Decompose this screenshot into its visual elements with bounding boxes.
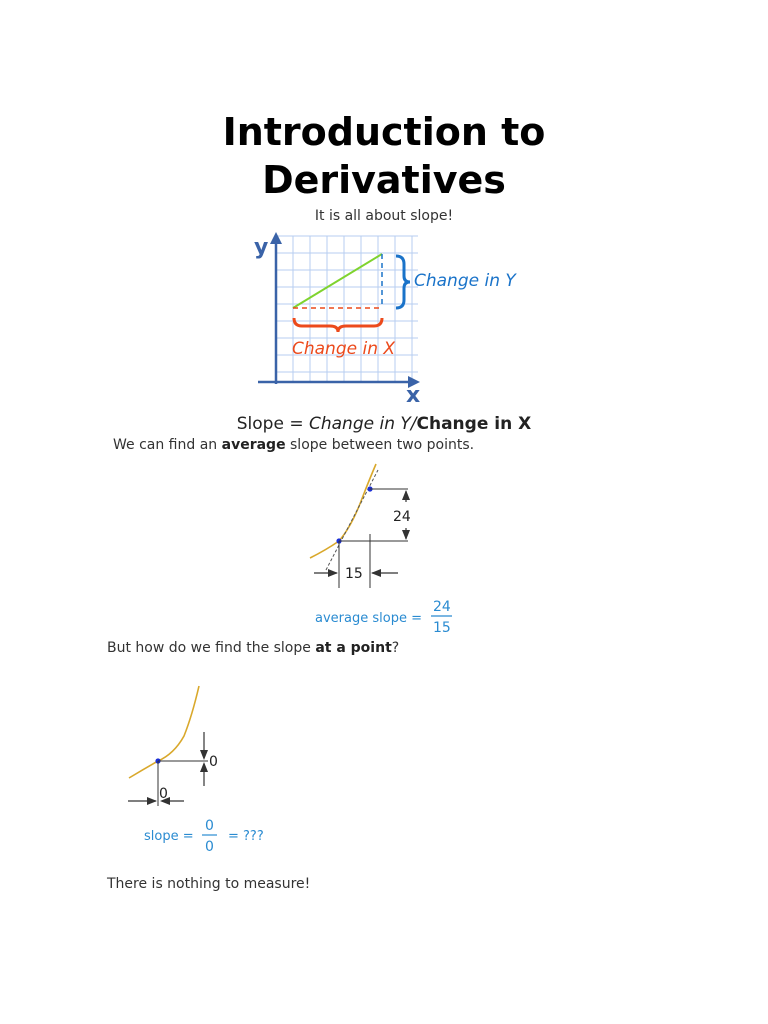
average-slope-diagram (290, 462, 470, 640)
run-label: 15 (345, 566, 363, 582)
point-slope-denominator: 0 (205, 839, 214, 855)
curve (129, 686, 199, 778)
x-axis-label: x (406, 383, 421, 408)
formula-prefix: Slope = (236, 414, 309, 434)
rise-label: 24 (393, 509, 411, 525)
point-text-after: ? (391, 640, 400, 656)
average-slope-numerator: 24 (433, 599, 451, 615)
curve (310, 464, 376, 558)
change-x-brace (294, 318, 382, 332)
subtitle: It is all about slope! (314, 208, 454, 224)
formula-slash: / (410, 414, 417, 434)
slope-line (293, 254, 382, 308)
point-slope-label: slope = (144, 829, 194, 844)
change-y-brace (396, 256, 410, 308)
change-x-label: Change in X (292, 339, 396, 359)
point-text-bold: at a point (315, 640, 392, 656)
title-line-2: Derivatives (262, 158, 506, 202)
run-label: 0 (159, 786, 168, 802)
slope-formula (0, 414, 768, 434)
title-line-1: Introduction to (222, 110, 546, 154)
rise-label: 0 (209, 754, 218, 770)
axes (258, 232, 420, 388)
page-title (0, 108, 768, 204)
point-slope-diagram (120, 680, 290, 858)
formula-denominator: Change in X (416, 414, 532, 434)
average-slope-label: average slope = (315, 611, 422, 626)
nothing-paragraph: There is nothing to measure! (107, 876, 311, 892)
formula-numerator: Change in Y (308, 414, 411, 434)
point-slope-result: = ??? (228, 829, 264, 844)
point-paragraph (107, 640, 399, 656)
average-slope-denominator: 15 (433, 620, 451, 636)
average-paragraph (113, 437, 474, 453)
y-axis-label: y (254, 235, 269, 260)
average-text-bold: average (221, 437, 286, 453)
average-text-after: slope between two points. (285, 437, 475, 453)
slope-diagram (250, 230, 530, 408)
change-y-label: Change in Y (414, 271, 516, 291)
average-text-before: We can find an (113, 437, 222, 453)
point-text-before: But how do we find the slope (107, 640, 316, 656)
point-slope-numerator: 0 (205, 818, 214, 834)
